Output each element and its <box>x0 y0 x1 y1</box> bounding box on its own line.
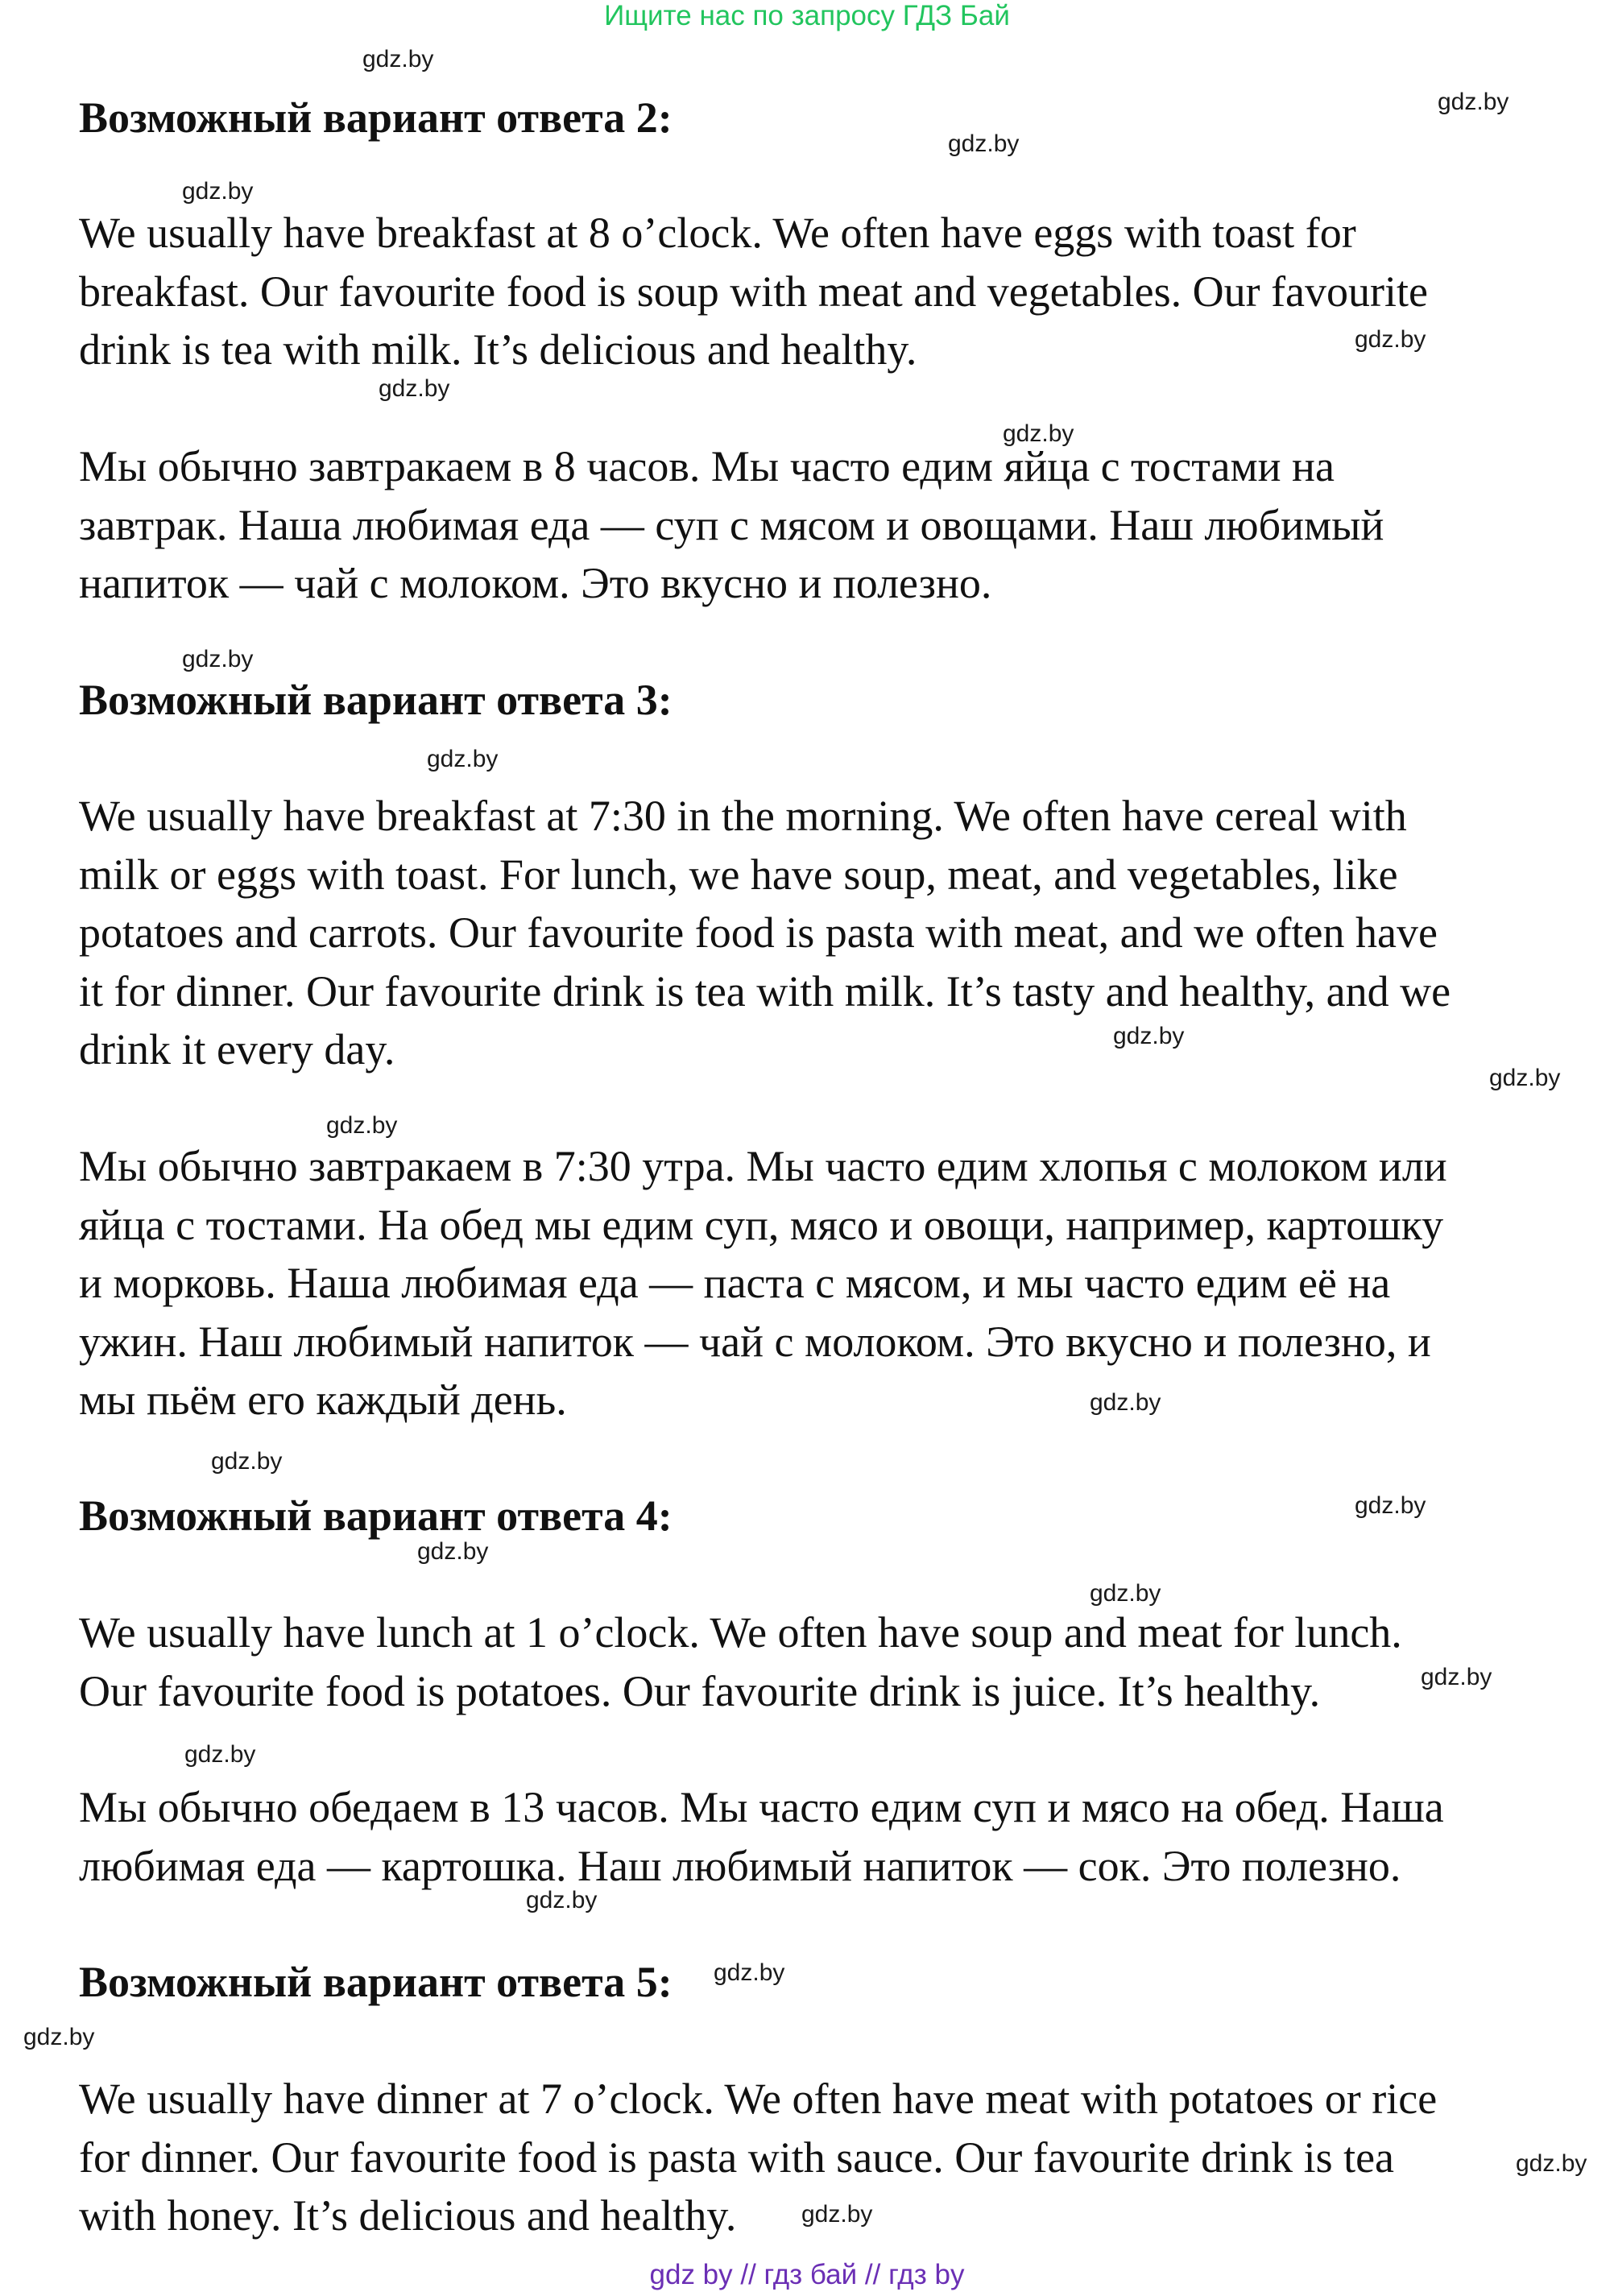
text-line: яйца с тостами. На обед мы едим суп, мясо и овощи, например, картошку <box>79 1200 1444 1249</box>
watermark: gdz.by <box>362 46 434 72</box>
variant-2-heading: Возможный вариант ответа 2: <box>79 93 672 142</box>
text-line: We usually have breakfast at 8 o’clock. We often have eggs with toast for <box>79 209 1356 257</box>
text-line: We usually have dinner at 7 o’clock. We often have meat with potatoes or rice <box>79 2075 1438 2123</box>
text-line: Мы обычно обедаем в 13 часов. Мы часто едим суп и мясо на обед. Наша <box>79 1783 1444 1831</box>
text-line: Our favourite food is potatoes. Our favourite drink is juice. It’s healthy. <box>79 1666 1321 1715</box>
watermark: gdz.by <box>948 130 1020 157</box>
variant-4-russian-text <box>79 1778 1593 1895</box>
text-line: milk or eggs with toast. For lunch, we have soup, meat, and vegetables, like <box>79 850 1398 899</box>
watermark: gdz.by <box>1516 2150 1587 2177</box>
watermark: gdz.by <box>1003 420 1074 447</box>
watermark: gdz.by <box>526 1887 598 1913</box>
watermark: gdz.by <box>1489 1065 1561 1091</box>
text-line: Мы обычно завтракаем в 7:30 утра. Мы часто едим хлопья с молоком или <box>79 1142 1447 1190</box>
text-line: и морковь. Наша любимая еда — паста с мясом, и мы часто едим её на <box>79 1259 1391 1307</box>
watermark: gdz.by <box>211 1448 283 1475</box>
watermark: gdz.by <box>1113 1023 1185 1049</box>
text-line: мы пьём его каждый день. <box>79 1376 567 1424</box>
footer-links[interactable]: gdz by // гдз бай // гдз by <box>649 2259 965 2290</box>
watermark: gdz.by <box>1090 1389 1161 1416</box>
variant-5-heading: Возможный вариант ответа 5: <box>79 1958 672 2006</box>
text-line: for dinner. Our favourite food is pasta with sauce. Our favourite drink is tea <box>79 2133 1395 2182</box>
variant-4-english-text <box>79 1603 1593 1720</box>
text-line: любимая еда — картошка. Наш любимый напиток — сок. Это полезно. <box>79 1841 1401 1890</box>
watermark: gdz.by <box>182 646 254 672</box>
text-line: drink it every day. <box>79 1025 395 1074</box>
text-line: напиток — чай с молоком. Это вкусно и полезно. <box>79 559 992 607</box>
watermark: gdz.by <box>714 1959 785 1986</box>
text-line: Мы обычно завтракаем в 8 часов. Мы часто едим яйца с тостами на <box>79 442 1335 490</box>
text-line: with honey. It’s delicious and healthy. <box>79 2191 737 2240</box>
variant-3-english-text <box>79 787 1593 1079</box>
text-line: We usually have lunch at 1 o’clock. We often have soup and meat for lunch. <box>79 1608 1402 1657</box>
watermark: gdz.by <box>23 2024 95 2050</box>
watermark: gdz.by <box>1090 1580 1161 1607</box>
text-line: it for dinner. Our favourite drink is tea with milk. It’s tasty and healthy, and we <box>79 966 1451 1016</box>
watermark: gdz.by <box>184 1741 256 1768</box>
watermark: gdz.by <box>182 178 254 205</box>
watermark: gdz.by <box>326 1112 398 1139</box>
top-banner[interactable]: Ищите нас по запросу ГДЗ Бай <box>604 0 1010 31</box>
watermark: gdz.by <box>417 1538 489 1565</box>
text-line: завтрак. Наша любимая еда — суп с мясом и овощами. Наш любимый <box>79 500 1384 549</box>
text-line: breakfast. Our favourite food is soup with meat and vegetables. Our favourite <box>79 267 1428 316</box>
text-line: We usually have breakfast at 7:30 in the morning. We often have cereal with <box>79 792 1407 840</box>
text-line: potatoes and carrots. Our favourite food is pasta with meat, and we often have <box>79 908 1438 957</box>
variant-2-russian-text <box>79 437 1593 613</box>
text-line: ужин. Наш любимый напиток — чай с молоком. Это вкусно и полезно, и <box>79 1317 1431 1366</box>
watermark: gdz.by <box>1355 1492 1426 1519</box>
watermark: gdz.by <box>1438 89 1509 115</box>
watermark: gdz.by <box>1355 326 1426 353</box>
variant-3-russian-text <box>79 1137 1593 1429</box>
text-line: drink is tea with milk. It’s delicious and healthy. <box>79 325 917 374</box>
variant-3-heading: Возможный вариант ответа 3: <box>79 676 672 724</box>
watermark: gdz.by <box>379 375 450 402</box>
watermark: gdz.by <box>427 746 499 772</box>
watermark: gdz.by <box>1421 1664 1492 1690</box>
watermark: gdz.by <box>801 2201 873 2228</box>
variant-4-heading: Возможный вариант ответа 4: <box>79 1491 672 1540</box>
